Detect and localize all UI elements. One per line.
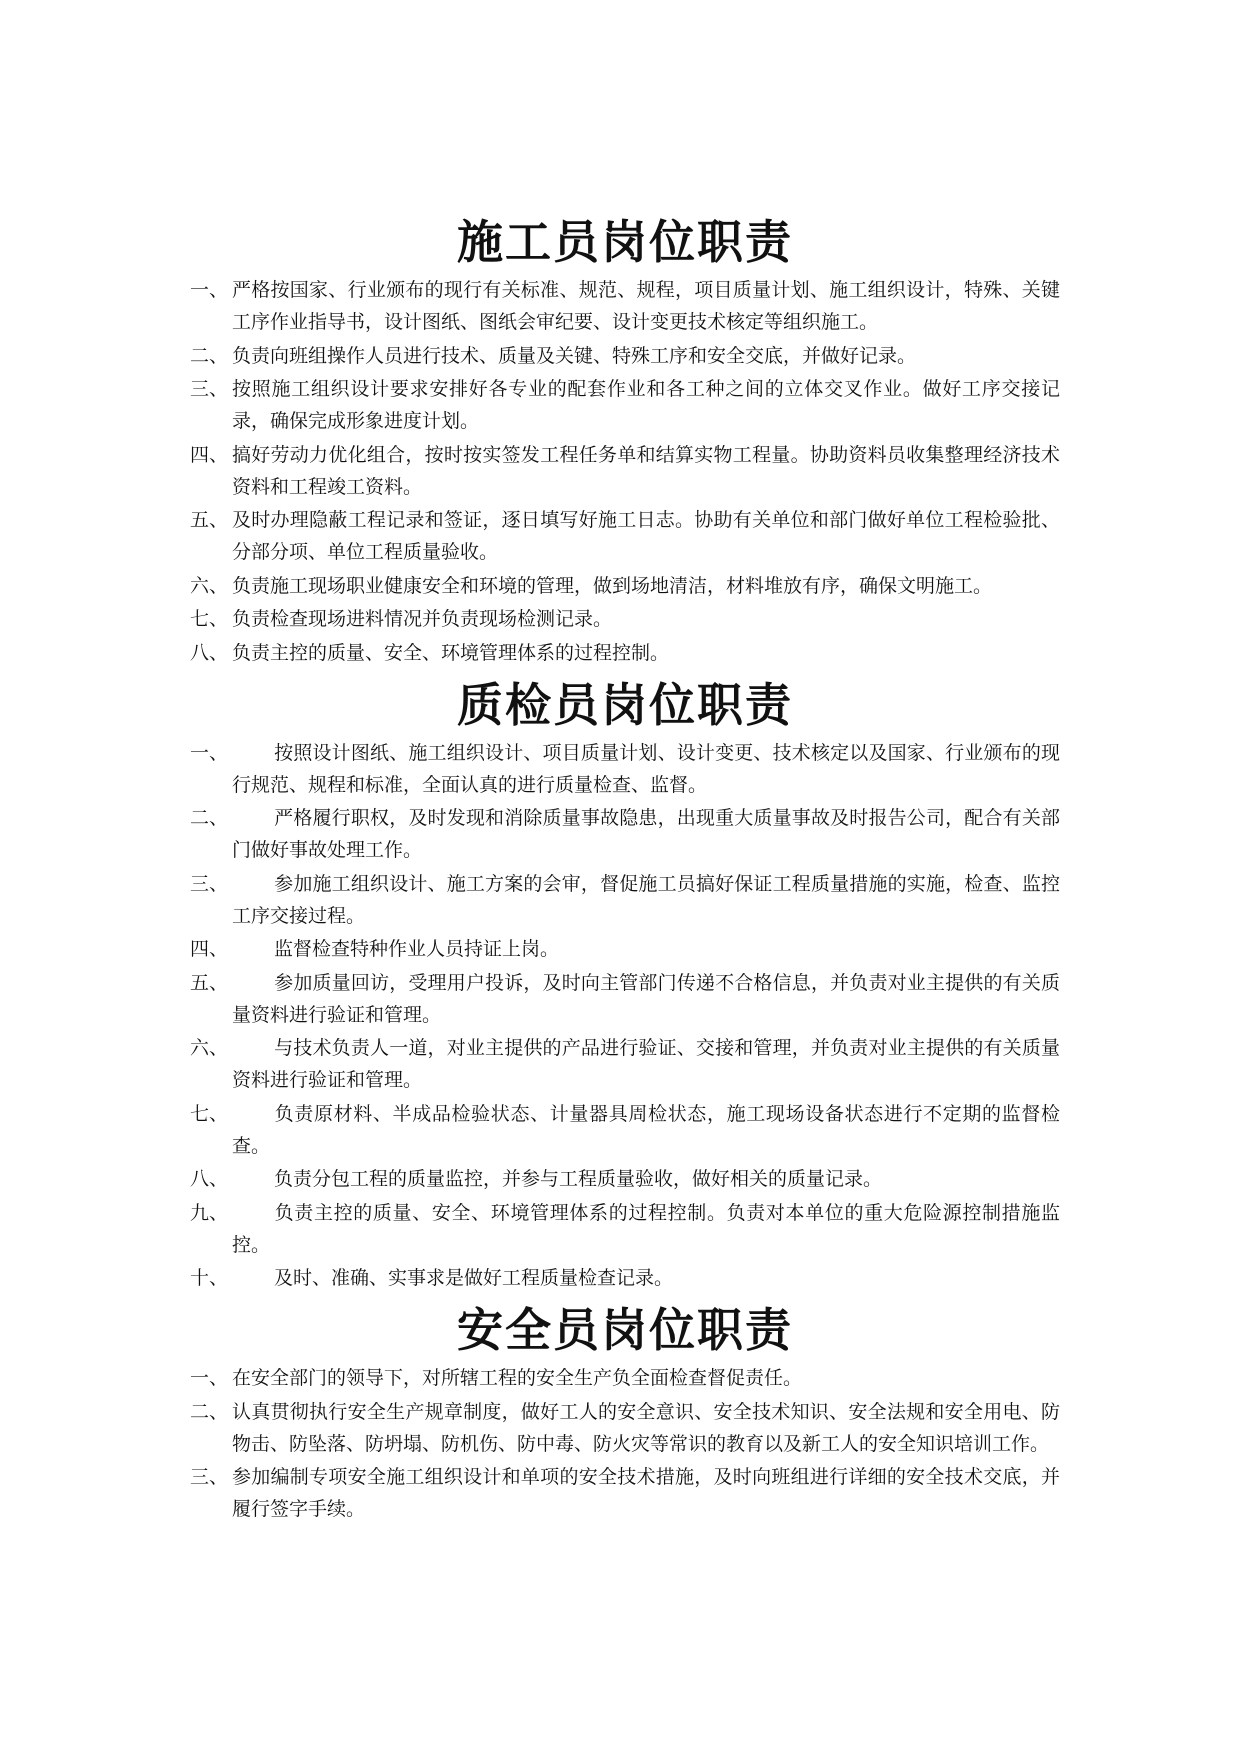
- item-number: 七、: [190, 608, 229, 630]
- list-item: [190, 570, 1060, 602]
- item-text: 与技术负责人一道，对业主提供的产品进行验证、交接和管理，并负责对业主提供的有关质量资料进行验证和管理。: [232, 1037, 1060, 1091]
- item-number: 一、: [190, 741, 229, 764]
- list-item: [190, 373, 1060, 437]
- item-number: 七、: [190, 1102, 229, 1125]
- list-item: [190, 603, 1060, 635]
- item-text: 参加编制专项安全施工组织设计和单项的安全技术措施，及时向班组进行详细的安全技术交底，并履行签字手续。: [232, 1466, 1060, 1520]
- item-number: 三、: [190, 1466, 229, 1488]
- item-text: 负责主控的质量、安全、环境管理体系的过程控制。负责对本单位的重大危险源控制措施监控。: [232, 1201, 1060, 1256]
- list-item: [190, 439, 1060, 503]
- item-text: 按照设计图纸、施工组织设计、项目质量计划、设计变更、技术核定以及国家、行业颁布的现行规范、规程和标准，全面认真的进行质量检查、监督。: [232, 741, 1060, 796]
- section-title: 施工员岗位职责: [457, 215, 793, 269]
- section-constructor-duties: [190, 210, 1060, 669]
- item-text: 搞好劳动力优化组合，按时按实签发工程任务单和结算实物工程量。协助资料员收集整理经济技术资料和工程竣工资料。: [232, 443, 1060, 498]
- item-number: 八、: [190, 1168, 229, 1190]
- item-text: 负责分包工程的质量监控，并参与工程质量验收，做好相关的质量记录。: [274, 1168, 883, 1190]
- section-safety-officer-duties: [190, 1298, 1060, 1525]
- list-item: [190, 967, 1060, 1031]
- item-text: 负责主控的质量、安全、环境管理体系的过程控制。: [232, 641, 670, 664]
- section-title: 质检员岗位职责: [457, 677, 793, 732]
- item-text: 严格按国家、行业颁布的现行有关标准、规范、规程，项目质量计划、施工组织设计，特殊、关键工序作业指导书，设计图纸、图纸会审纪要、设计变更技术核定等组织施工。: [232, 279, 1060, 333]
- list-item: [190, 1262, 1060, 1294]
- item-text: 负责施工现场职业健康安全和环境的管理，做到场地清洁，材料堆放有序，确保文明施工。: [232, 574, 993, 597]
- list-item: [190, 802, 1060, 866]
- item-text: 负责检查现场进料情况并负责现场检测记录。: [232, 608, 613, 630]
- item-text: 监督检查特种作业人员持证上岗。: [274, 938, 560, 960]
- list-item: [190, 933, 1060, 965]
- item-number: 二、: [190, 1400, 229, 1423]
- list-item: [190, 1362, 1060, 1394]
- list-item: [190, 1032, 1060, 1096]
- item-number: 五、: [190, 971, 229, 994]
- section-quality-inspector-duties: [190, 673, 1060, 1295]
- list-item: [190, 637, 1060, 669]
- list-item: [190, 737, 1060, 801]
- document-page: [190, 210, 1060, 1527]
- item-number: 六、: [190, 1037, 229, 1059]
- item-text: 及时、准确、实事求是做好工程质量检查记录。: [274, 1267, 674, 1289]
- item-number: 十、: [190, 1267, 229, 1289]
- list-item: [190, 868, 1060, 932]
- list-item: [190, 340, 1060, 372]
- item-number: 四、: [190, 443, 229, 466]
- item-number: 一、: [190, 1367, 229, 1389]
- list-item: [190, 1163, 1060, 1195]
- item-number: 三、: [190, 872, 229, 895]
- item-number: 二、: [190, 807, 229, 829]
- item-number: 三、: [190, 378, 229, 400]
- item-number: 八、: [190, 641, 229, 664]
- list-item: [190, 1197, 1060, 1261]
- list-item: [190, 504, 1060, 568]
- item-text: 及时办理隐蔽工程记录和签证，逐日填写好施工日志。协助有关单位和部门做好单位工程检验批、分部分项、单位工程质量验收。: [232, 509, 1060, 563]
- item-number: 九、: [190, 1201, 229, 1224]
- item-text: 认真贯彻执行安全生产规章制度，做好工人的安全意识、安全技术知识、安全法规和安全用电、防物击、防坠落、防坍塌、防机伤、防中毒、防火灾等常识的教育以及新工人的安全知识培训工作。: [232, 1400, 1060, 1455]
- item-text: 参加施工组织设计、施工方案的会审，督促施工员搞好保证工程质量措施的实施，检查、监控工序交接过程。: [232, 872, 1060, 927]
- item-number: 五、: [190, 509, 229, 531]
- list-item: [190, 1098, 1060, 1162]
- item-number: 二、: [190, 344, 229, 367]
- item-number: 四、: [190, 938, 229, 960]
- item-text: 负责向班组操作人员进行技术、质量及关键、特殊工序和安全交底，并做好记录。: [232, 344, 917, 367]
- item-text: 在安全部门的领导下，对所辖工程的安全生产负全面检查督促责任。: [232, 1367, 803, 1389]
- section-title: 安全员岗位职责: [457, 1303, 793, 1357]
- item-text: 严格履行职权，及时发现和消除质量事故隐患，出现重大质量事故及时报告公司，配合有关部门做好事故处理工作。: [232, 807, 1060, 861]
- item-text: 参加质量回访，受理用户投诉，及时向主管部门传递不合格信息，并负责对业主提供的有关质量资料进行验证和管理。: [232, 971, 1060, 1026]
- item-number: 六、: [190, 574, 229, 597]
- list-item: [190, 1461, 1060, 1525]
- item-number: 一、: [190, 279, 229, 301]
- list-item: [190, 1396, 1060, 1460]
- item-text: 负责原材料、半成品检验状态、计量器具周检状态，施工现场设备状态进行不定期的监督检查。: [232, 1102, 1060, 1157]
- item-text: 按照施工组织设计要求安排好各专业的配套作业和各工种之间的立体交叉作业。做好工序交接记录，确保完成形象进度计划。: [232, 378, 1060, 432]
- list-item: [190, 274, 1060, 338]
